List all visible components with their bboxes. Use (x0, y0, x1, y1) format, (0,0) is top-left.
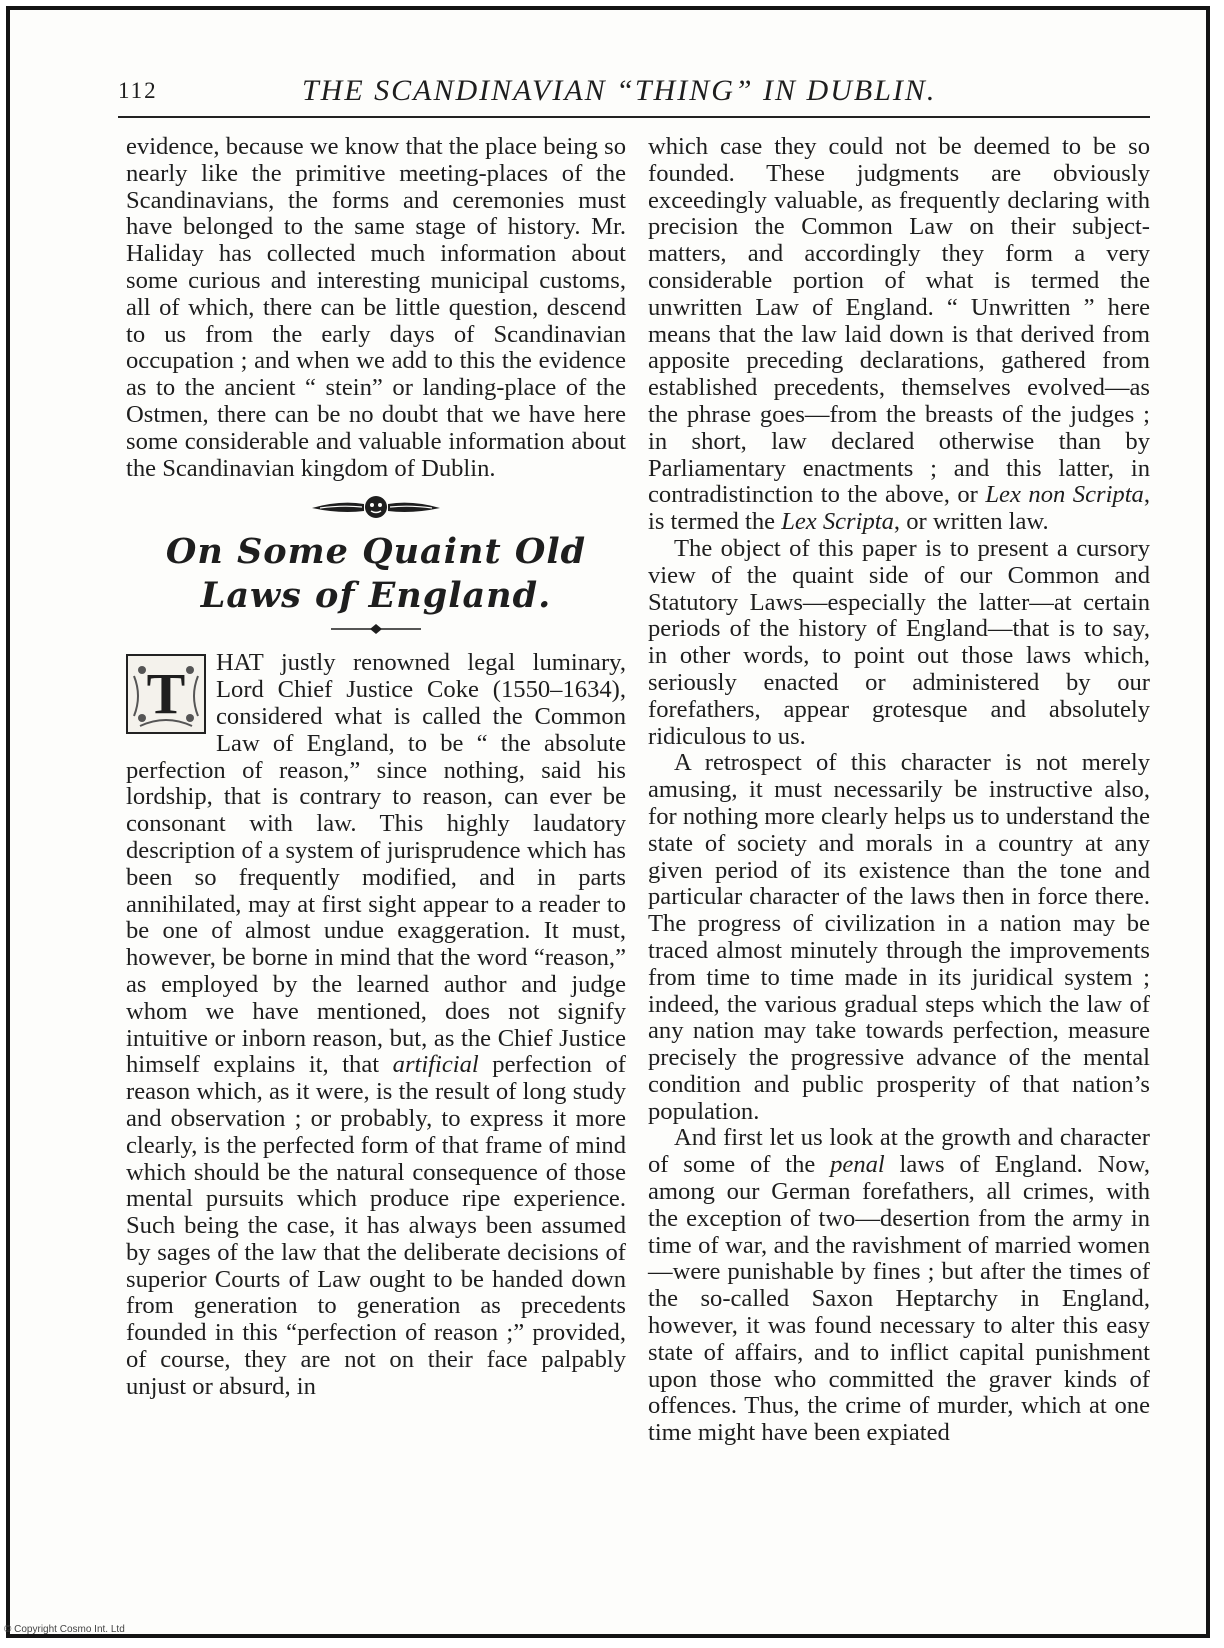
para4-emphasis: penal (830, 1151, 885, 1179)
intro-paragraph (126, 650, 626, 1400)
drop-cap-letter: T (146, 660, 186, 726)
running-title: THE SCANDINAVIAN “THING” IN DUBLIN. (302, 74, 937, 107)
title-rule (126, 624, 626, 634)
paragraph-object: The object of this paper is to present a cursory view of the quaint side of our Common and Statutory Laws—especially the latter—at certain periods of the history of England—that is to say, in other words, to point out those laws which, seriously enacted or administered by our forefathers, appear grotesque and absolutely ridiculous to us. (648, 534, 1150, 750)
left-column (126, 134, 626, 1401)
para1-emphasis-lex-non-scripta: Lex non Scripta (985, 481, 1144, 509)
para4-text-b: laws of England. Now, among our German forefathers, all crimes, with the exception of two—desertion from the army in time of war, and the ravishment of married women—were punishable by fines ; but after the times of the so-called Saxon Heptarchy in England, however, it was found necessary to alter this easy state of affairs, and to inflict capital punishment upon those who committed the graver kinds of offences. Thus, the crime of murder, which at one time might have been expiated (648, 1151, 1150, 1447)
paragraph-penal-laws (648, 1125, 1150, 1447)
continuation-paragraph: evidence, because we know that the place being so nearly like the primitive meeting-places of the Scandinavians, the forms and ceremonies must have belonged to the same stage of history. Mr. Haliday has collected much information about some curious and interesting municipal customs, all of which, there can be little question, descend to us from the early days of Scandinavian occupation ; and when we add to this the evidence as to the ancient “ stein” or landing-place of the Ostmen, there can be no doubt that we have here some considerable and valuable information about the Scandinavian kingdom of Dublin. (126, 133, 626, 482)
paragraph-unwritten-law (648, 134, 1150, 536)
diamond-rule-icon (331, 624, 421, 634)
article-title: On Some Quaint Old Laws of England. (165, 531, 587, 617)
page-header (118, 74, 1118, 114)
winged-ornament-icon (310, 494, 442, 520)
ornament-divider (126, 494, 626, 520)
para4-text-a: And first let us look at the growth and character of some of the (648, 1124, 1150, 1179)
header-rule (118, 116, 1150, 118)
right-column (648, 134, 1150, 1447)
intro-text-b: perfection of reason which, as it were, is the result of long study and observation ; or probably, to express it more clearly, is the perfected form of that frame of mind which should be the natural consequence of those mental pursuits which produce ripe experience. Such being the case, it has always been assumed by sages of the law that the deliberate decisions of superior Courts of Law ought to be handed down from generation to generation as precedents founded in this “perfection of reason ;” provided, of course, they are not on their face palpably unjust or absurd, in (126, 1051, 627, 1400)
drop-cap (126, 654, 206, 734)
para1-text-b: , is termed the (648, 481, 1150, 536)
para1-text-c: , or written law. (893, 508, 1049, 536)
paragraph-retrospect: A retrospect of this character is not merely amusing, it must necessarily be instructive also, for nothing more clearly helps us to understand the state of society and morals in a country at any given period of its existence than the tone and particular character of the laws then in force there. The progress of civilization in a nation may be traced almost minutely through the improvements from time to time made in its juridical system ; indeed, the various gradual steps which the law of any nation may take towards perfection, measure precisely the progressive advance of the mental condition and public prosperity of that nation’s population. (648, 749, 1150, 1125)
copyright-footer: © Copyright Cosmo Int. Ltd (4, 1624, 125, 1635)
intro-text-a: HAT justly renowned legal luminary, Lord Chief Justice Coke (1550–1634), considered what is called the Common Law of England, to be “ the absolute perfection of reason,” since nothing, said his lordship, that is contrary to reason, can ever be consonant with law. This highly laudatory description of a system of jurisprudence which has been so frequently modified, and in parts annihilated, may at first sight appear to a reader to be one of almost undue exaggeration. It must, however, be borne in mind that the word “reason,” as employed by the learned author and judge whom we have mentioned, does not signify intuitive or inborn reason, but, as the Chief Justice himself explains it, that (126, 649, 626, 1079)
page-number: 112 (118, 78, 158, 103)
para1-text-a: which case they could not be deemed to be so founded. These judgments are obviously exceedingly valuable, as frequently declaring with precision the Common Law on their subject-matters, and accordingly they form a very considerable portion of what is termed the unwritten Law of England. “ Unwritten ” here means that the law laid down is that derived from apposite preceding declarations, gathered from established precedents, themselves evolved—as the phrase goes—from the breasts of the judges ; in short, law declared otherwise than by Parliamentary enactments ; and this latter, in contradistinction to the above, or (648, 133, 1150, 509)
para1-emphasis-lex-scripta: Lex Scripta (781, 508, 894, 536)
intro-emphasis: artificial (392, 1051, 479, 1079)
